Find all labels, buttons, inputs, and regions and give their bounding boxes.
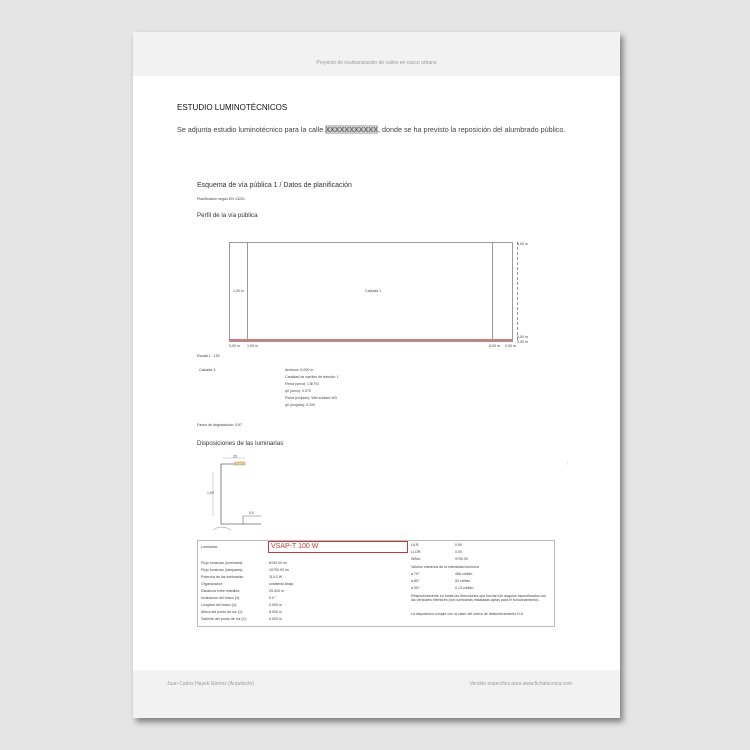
- lum-row-label: Saliente del punto de luz (2):: [201, 617, 247, 621]
- luminaire-note-1: Respectivamente en todas las direcciones que forman los ángulos especificados con las verticales inferiores (con luminarias instaladas aptas para el funcionamiento).: [411, 594, 547, 603]
- intensity-label: a 80°:: [411, 579, 421, 583]
- intensity-value: 0.13 cd/klm: [455, 586, 474, 590]
- calzada-prop: q0 (mojado): 0.200: [285, 403, 316, 407]
- lum-row-value: 0.000 m: [269, 603, 282, 607]
- road-profile-diagram: [229, 242, 513, 342]
- lum-right-value: 0.00: [455, 550, 462, 554]
- luminaire-sketch: [203, 454, 275, 536]
- intensity-title: Valores máximos de la intensidad lumínica: [411, 565, 479, 569]
- calzada-prop: Cantidad de carriles de tránsito: 1: [285, 375, 339, 379]
- lum-row-value: 10700.00 lm: [269, 568, 289, 572]
- scale-label: Escala 1 : 150: [197, 354, 220, 358]
- intensity-value: 53 cd/klm: [455, 579, 471, 583]
- profile-title: Perfil de la vía pública: [197, 212, 258, 219]
- lum-row-value: 8.000 m: [269, 610, 282, 614]
- left-marker: 1,00 m: [233, 289, 244, 293]
- page-mark: |: [567, 460, 569, 465]
- arrangement-title: Disposiciones de las luminarias: [197, 440, 284, 447]
- lum-right-label: LLOR:: [411, 550, 422, 554]
- dim-right-mid-b: 0,00 m: [517, 340, 528, 344]
- lum-row-value: 0.000 m: [269, 617, 282, 621]
- sidewalk-line-right: [492, 243, 493, 339]
- lum-row-label: Longitud del brazo (4):: [201, 603, 237, 607]
- luminaire-label: Luminaria:: [201, 545, 218, 549]
- luminaire-note-2: La disposición cumple con la clase del índice de deslumbramiento D.6: [411, 612, 523, 616]
- document-page: [133, 32, 620, 718]
- intensity-value: 468 cd/klm: [455, 572, 473, 576]
- dim-bottom-right-a: 8,00 m: [489, 344, 500, 348]
- lum-right-value: 0.00: [455, 543, 462, 547]
- lum-row-value: 8193.00 lm: [269, 561, 287, 565]
- scheme-subtitle: Planificación según EN 13201: [197, 197, 245, 201]
- calzada-prop: Firma (mojado): Wet surface W3: [285, 396, 337, 400]
- road-label: Calzada 1: [365, 289, 382, 293]
- sketch-height: 1,00: [207, 491, 214, 495]
- dimension-line: [517, 242, 518, 340]
- lum-row-label: Inclinación del brazo (3):: [201, 596, 241, 600]
- dim-right-top: 0,00 m: [517, 242, 528, 246]
- road-baseline: [230, 339, 512, 341]
- lum-right-label: W/km:: [411, 557, 422, 561]
- lum-row-label: Flujo luminoso (luminaria):: [201, 561, 244, 565]
- calzada-prop: q0 (seco): 0.070: [285, 389, 311, 393]
- intro-after: , donde se ha previsto la reposición del alumbrado público.: [377, 125, 566, 134]
- calzada-label: Calzada 1:: [199, 368, 217, 372]
- lum-row-label: Altura del punto de luz (1):: [201, 610, 244, 614]
- lum-right-value: 9700.00: [455, 557, 468, 561]
- dim-bottom-left-a: 0,00 m: [229, 344, 240, 348]
- intro-highlight: XXXXXXXXXXX: [325, 125, 378, 134]
- dim-bottom-left-b: 1,00 m: [247, 344, 258, 348]
- dim-right-mid-a: 0,00 m: [517, 335, 528, 339]
- lum-row-value: 0.0 °: [269, 596, 277, 600]
- lum-row-value: 25.000 m: [269, 589, 284, 593]
- lum-right-label: ULR:: [411, 543, 420, 547]
- section-title: ESTUDIO LUMINOTÉCNICOS: [177, 103, 288, 112]
- lum-row-label: Organización:: [201, 582, 224, 586]
- sidewalk-line-left: [247, 243, 248, 339]
- sketch-side: 3,0: [249, 511, 254, 515]
- lum-row-value: unilateral abajo: [269, 582, 294, 586]
- scheme-title: Esquema de vía pública 1 / Datos de planificación: [197, 182, 352, 189]
- page-header: [133, 32, 620, 76]
- dim-bottom-right-b: 0,00 m: [505, 344, 516, 348]
- calzada-prop: Firma (seco): CIE R3: [285, 382, 319, 386]
- intensity-label: a 90°:: [411, 586, 421, 590]
- footer-version: Versión específica para www.fichatecnica.com: [469, 681, 572, 687]
- lum-row-value: 114.0 W: [269, 575, 283, 579]
- degradation-factor: Factor de degradación: 0.67: [197, 423, 242, 427]
- header-text: Proyecto de reurbanización de calles en casco urbano: [316, 60, 437, 66]
- lum-row-label: Flujo luminoso (lámparas):: [201, 568, 244, 572]
- footer-author: Juan Carlos Hayek Gómez (Arquitecto): [167, 681, 254, 687]
- intro-before: Se adjunta estudio luminotécnico para la calle: [177, 125, 326, 134]
- page-footer: [133, 670, 620, 718]
- intensity-label: a 70°:: [411, 572, 421, 576]
- calzada-prop: Anchura: 8.000 m: [285, 368, 314, 372]
- luminaire-name: VSAP-T 100 W: [268, 541, 408, 553]
- sketch-top: 20: [233, 454, 237, 459]
- lum-row-label: Potencia de las luminarias:: [201, 575, 244, 579]
- lum-row-label: Distancia entre mástiles:: [201, 589, 241, 593]
- intro-paragraph: [177, 124, 577, 136]
